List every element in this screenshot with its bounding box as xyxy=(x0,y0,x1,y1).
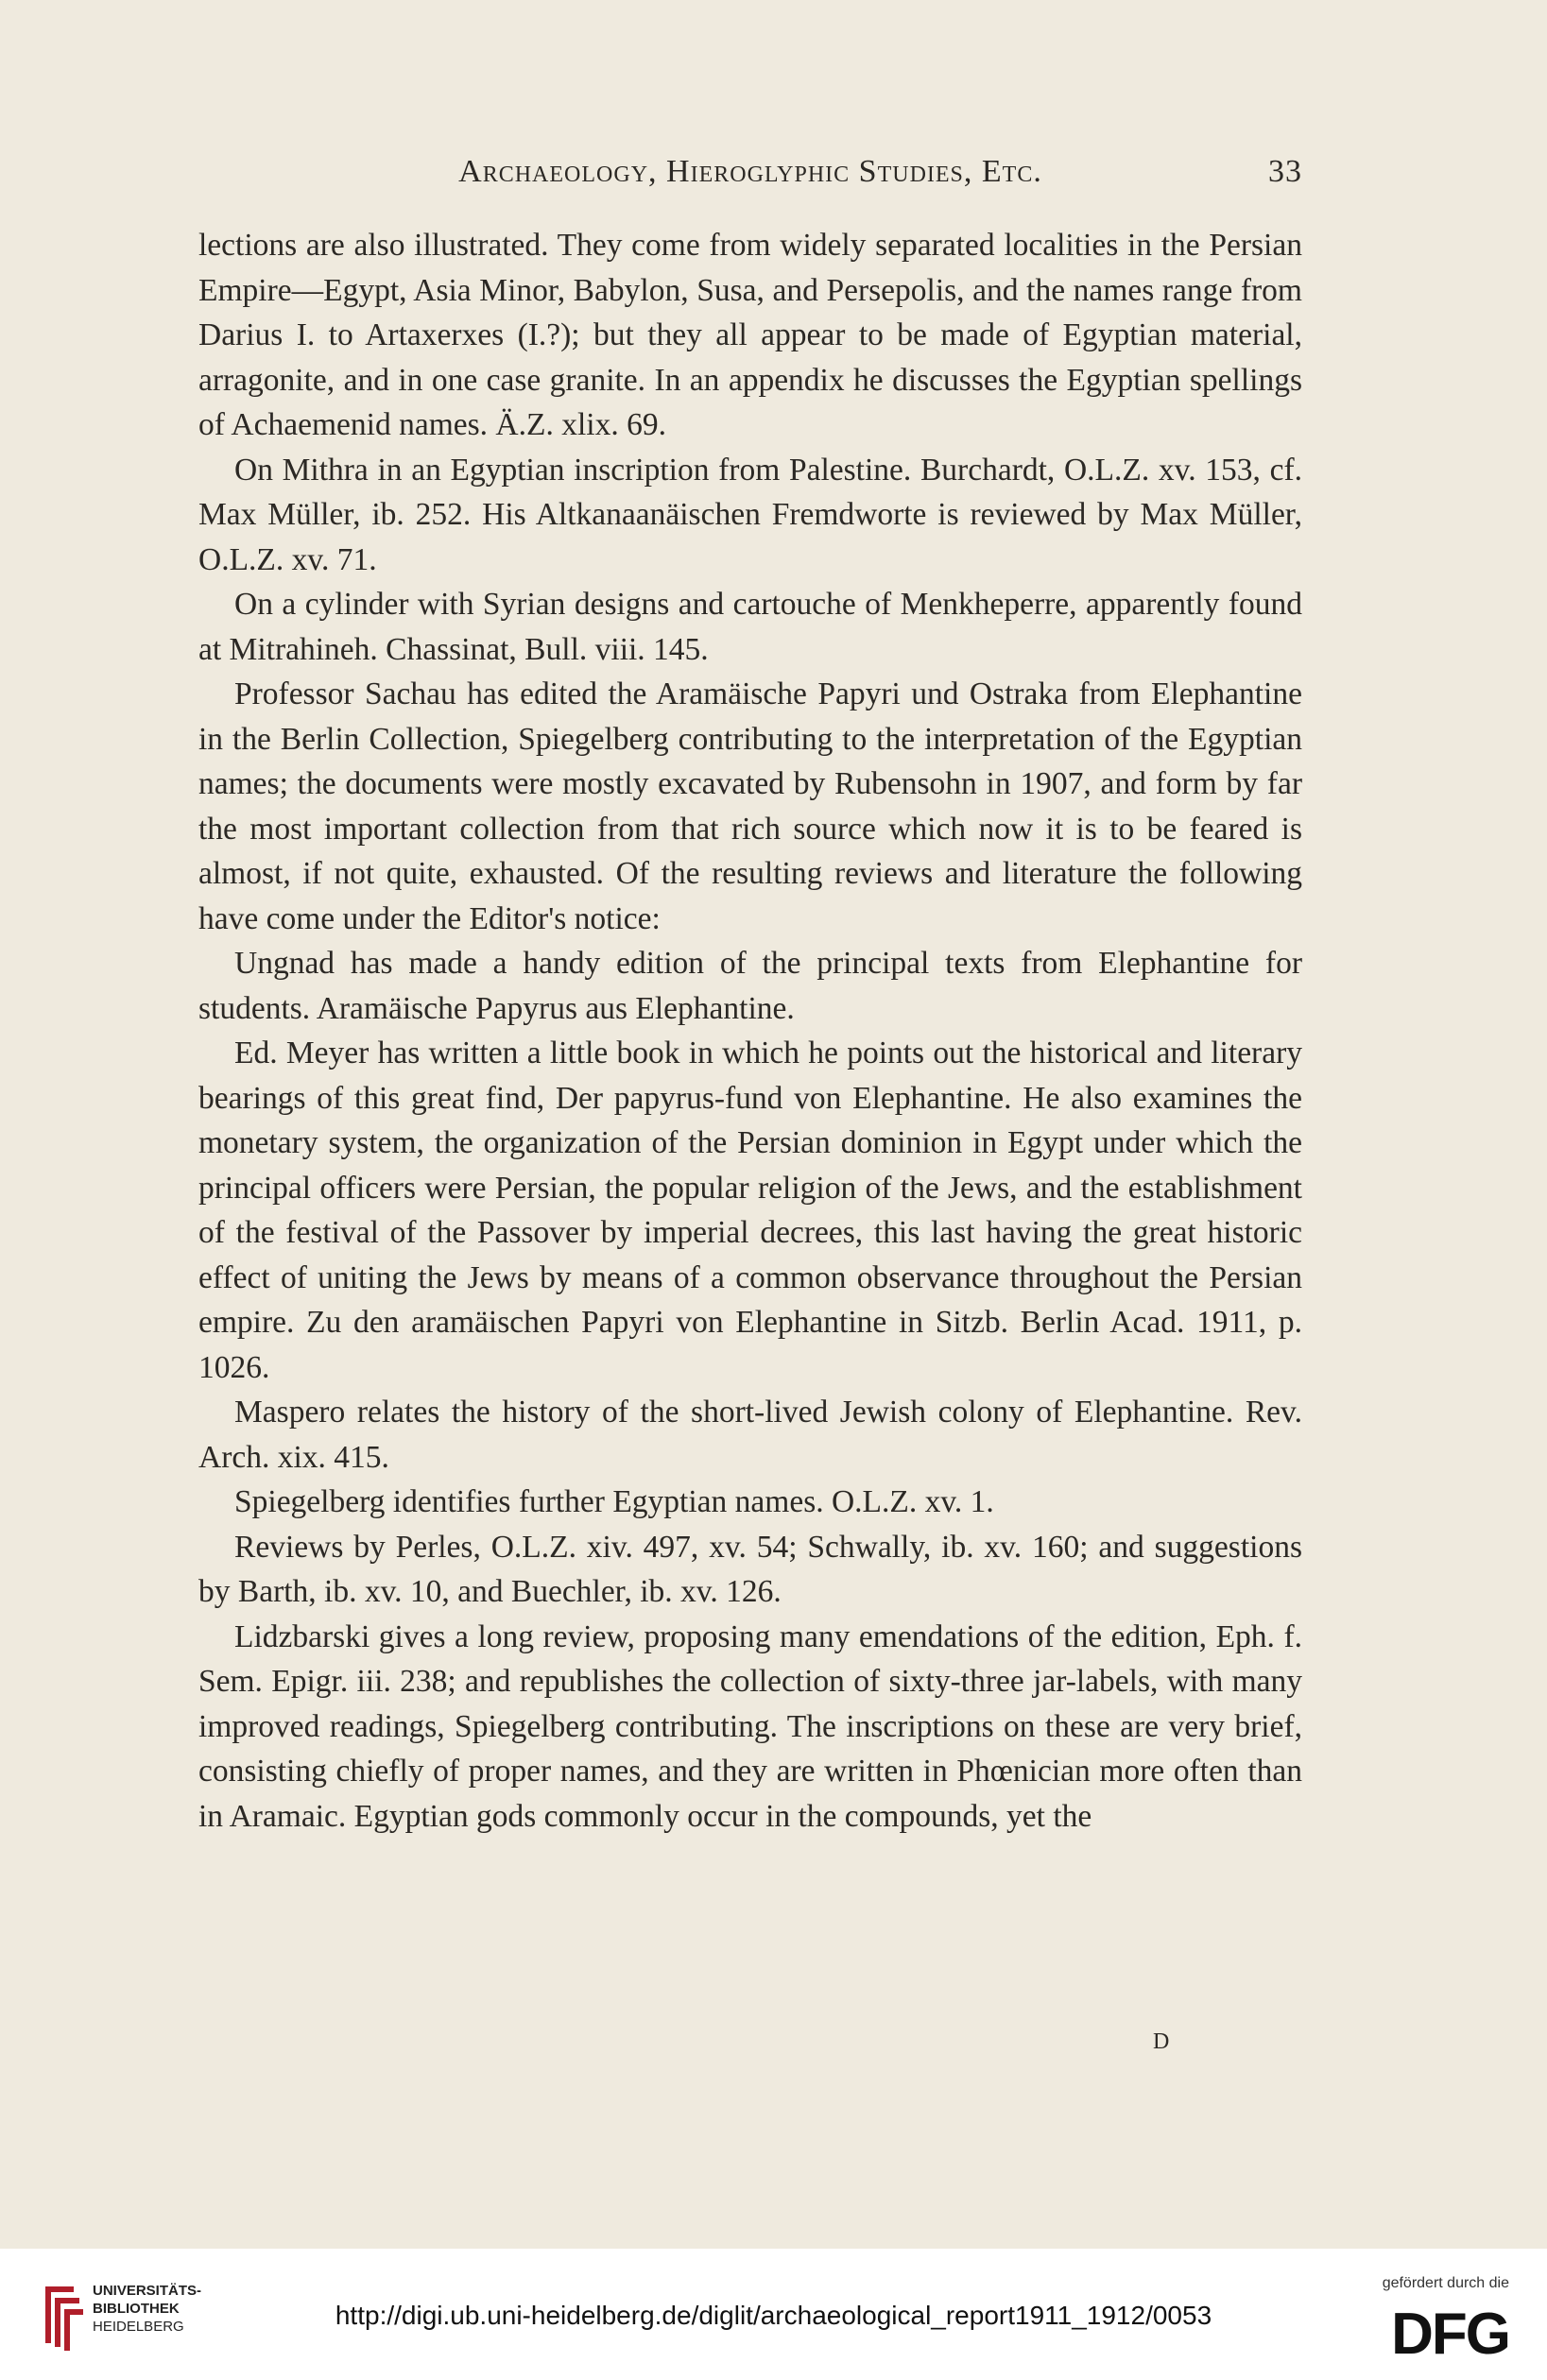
signature-mark: D xyxy=(1153,2029,1170,2054)
page-number: 33 xyxy=(1268,154,1302,189)
paragraph-8: Spiegelberg identifies further Egyptian names. O.L.Z. xv. 1. xyxy=(234,1484,994,1519)
paragraph-9: Reviews by Perles, O.L.Z. xiv. 497, xv. 54; Schwally, ib. xv. 160; and suggestions by Barth, ib. xv. 10, and Buechler, ib. xv. 126. xyxy=(198,1529,1302,1609)
library-name: UNIVERSITÄTS- BIBLIOTHEK HEIDELBERG xyxy=(93,2283,202,2335)
paragraph-6: Ed. Meyer has written a little book in which he points out the historical and literary bearings of this great find, Der papyrus-fund von Elephantine. He also examines the monetary system, the organization of the Persian dominion in Egypt under which the principal officers were Persian, the popular religion of the Jews, and the establishment of the festival of the Passover by imperial decrees, this last having the great historic effect of uniting the Jews by means of a common observance throughout the Persian empire. Zu den aramäischen Papyri von Elephantine in Sitzb. Berlin Acad. 1911, p. 1026. xyxy=(198,1036,1302,1385)
dfg-logo: DFG xyxy=(1391,2302,1509,2367)
footer-bar xyxy=(0,2249,1547,2380)
body-text xyxy=(198,223,1302,1839)
funding-note: gefördert durch die xyxy=(1382,2275,1509,2291)
paragraph-7: Maspero relates the history of the short-lived Jewish colony of Elephantine. Rev. Arch. xix. 415. xyxy=(198,1395,1302,1475)
paragraph-3: On a cylinder with Syrian designs and cartouche of Menkheperre, apparently found at Mitrahineh. Chassinat, Bull. viii. 145. xyxy=(198,587,1302,667)
running-title: Archaeology, Hieroglyphic Studies, Etc. xyxy=(458,154,1042,189)
paragraph-1: lections are also illustrated. They come from widely separated localities in the Persian Empire—Egypt, Asia Minor, Babylon, Susa, and Persepolis, and the names range from Darius I. to Artaxerxes (I.?); but they all appear to be made of Egyptian material, arragonite, and in one case granite. In an appendix he discusses the Egyptian spellings of Achaemenid names. Ä.Z. xlix. 69. xyxy=(198,228,1302,442)
source-url-link[interactable]: http://digi.ub.uni-heidelberg.de/diglit/archaeological_report1911_1912/0053 xyxy=(335,2301,1212,2330)
paragraph-4: Professor Sachau has edited the Aramäische Papyri und Ostraka from Elephantine in the Berlin Collection, Spiegelberg contributing to the interpretation of the Egyptian names; the documents were mostly excavated by Rubensohn in 1907, and form by far the most important collection from that rich source which now it is to be feared is almost, if not quite, exhausted. Of the resulting reviews and literature the following have come under the Editor's notice: xyxy=(198,676,1302,936)
paragraph-2: On Mithra in an Egyptian inscription from Palestine. Burchardt, O.L.Z. xv. 153, cf. Max Müller, ib. 252. His Altkanaanäischen Fremdworte is reviewed by Max Müller, O.L.Z. xv. 71. xyxy=(198,452,1302,577)
paragraph-10: Lidzbarski gives a long review, proposing many emendations of the edition, Eph. f. Sem. Epigr. iii. 238; and republishes the collection of sixty-three jar-labels, with many improved readings, Spiegelberg contributing. The inscriptions on these are very brief, consisting chiefly of proper names, and they are written in Phœnician more often than in Aramaic. Egyptian gods commonly occur in the compounds, yet the xyxy=(198,1618,1302,1834)
paragraph-5: Ungnad has made a handy edition of the principal texts from Elephantine for students. Aramäische Papyrus aus Elephantine. xyxy=(198,946,1302,1026)
